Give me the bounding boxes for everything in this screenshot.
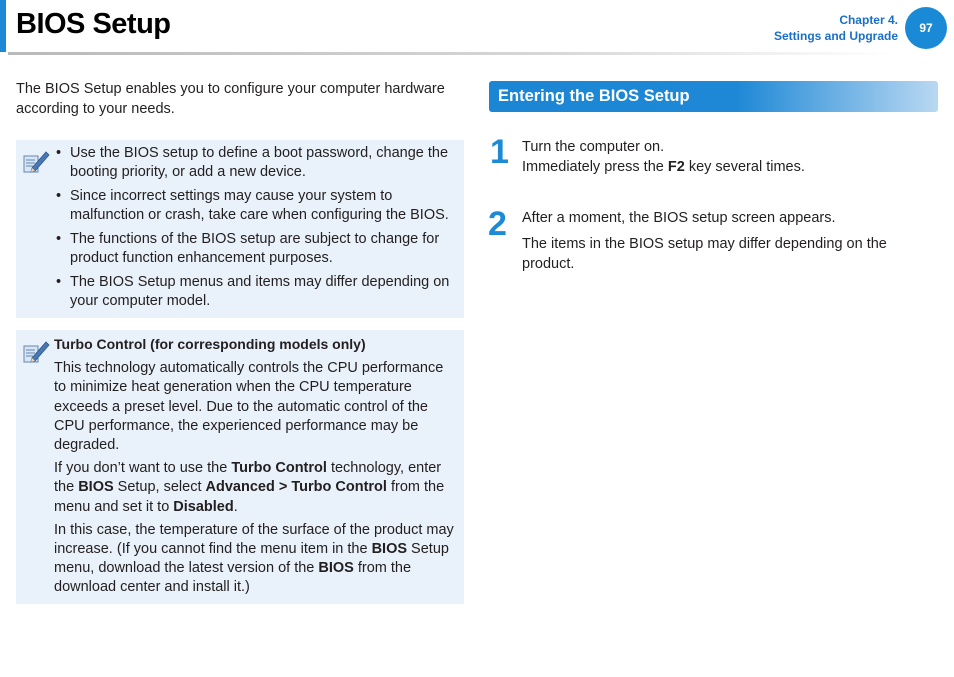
step-line: Immediately press the F2 key several times.	[522, 159, 805, 175]
page-title: BIOS Setup	[16, 8, 171, 40]
note-bullet-item: • The BIOS Setup menus and items may differ depending on your computer model.	[54, 273, 454, 311]
header-divider	[8, 52, 896, 55]
chapter-number: Chapter 4.	[839, 13, 898, 27]
note-box-turbo-control	[16, 330, 464, 604]
step-number: 1	[490, 133, 509, 171]
pencil-note-icon	[22, 148, 50, 174]
note-bullet-item: • Since incorrect settings may cause your system to malfunction or crash, take care when configuring the BIOS.	[54, 187, 454, 225]
note-bullet-item: • The functions of the BIOS setup are subject to change for product function enhancement purposes.	[54, 230, 454, 268]
note-bullet-list	[54, 144, 454, 316]
step-1-text	[522, 137, 932, 177]
step-2-note: The items in the BIOS setup may differ depending on the product.	[522, 236, 887, 272]
note-bullet-item: • Use the BIOS setup to define a boot password, change the booting priority, or add a new device.	[54, 144, 454, 182]
intro-paragraph: The BIOS Setup enables you to configure your computer hardware according to your needs.	[16, 81, 445, 117]
header-accent-bar	[0, 0, 6, 52]
turbo-note-body	[54, 335, 456, 602]
page-number-badge: 97	[905, 7, 947, 49]
chapter-label	[774, 12, 898, 44]
turbo-note-paragraph: This technology automatically controls the CPU performance to minimize heat generation when the CPU temperature exceeds a preset level. Due to the automatic control of the CPU performance, the experienced performance may be degraded.	[54, 360, 444, 454]
step-line: Turn the computer on.	[522, 139, 665, 155]
step-2-text: After a moment, the BIOS setup screen appears.	[522, 210, 836, 226]
pencil-note-icon	[22, 338, 50, 364]
note-box-bios-tips	[16, 140, 464, 318]
section-header	[489, 81, 938, 112]
section-title: Entering the BIOS Setup	[498, 87, 690, 105]
key-name: F2	[667, 159, 685, 175]
step-number: 2	[488, 205, 507, 243]
chapter-name: Settings and Upgrade	[773, 29, 898, 43]
turbo-note-paragraph: If you don’t want to use the Turbo Control technology, enter the BIOS Setup, select Advanced > Turbo Control from the menu and set it to Disabled.	[54, 460, 445, 515]
turbo-note-paragraph: In this case, the temperature of the surface of the product may increase. (If you cannot find the menu item in the BIOS Setup menu, download the latest version of the BIOS from the download center and install it.)	[54, 521, 454, 596]
turbo-note-title: Turbo Control (for corresponding models only)	[54, 336, 366, 352]
